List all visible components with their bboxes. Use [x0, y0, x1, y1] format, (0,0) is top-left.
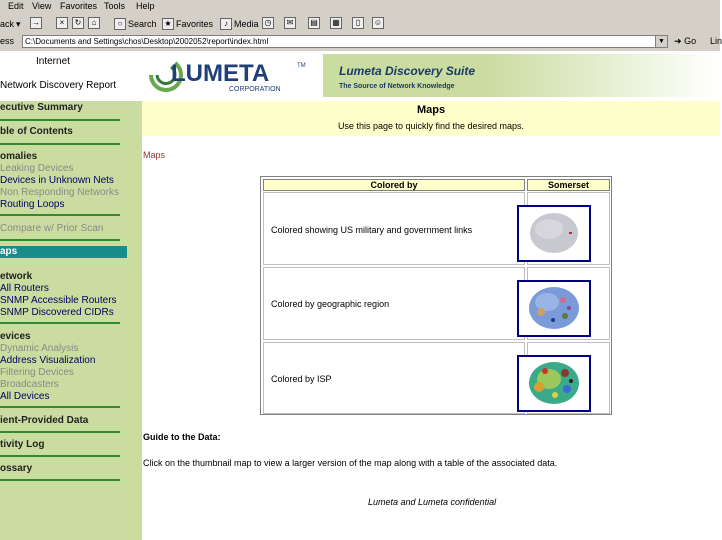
sidebar-item-client-provided-data[interactable]: ient-Provided Data — [0, 415, 89, 426]
address-bar — [0, 34, 720, 52]
back-button[interactable] — [0, 17, 21, 31]
back-label: ack — [0, 19, 15, 29]
confidential-notice: Lumeta and Lumeta confidential — [368, 497, 497, 507]
maps-anchor-link[interactable]: Maps — [143, 150, 166, 160]
guide-title: Guide to the Data: — [143, 432, 221, 442]
address-input[interactable] — [22, 35, 668, 48]
sidebar-item-broadcasters[interactable]: Broadcasters — [0, 379, 59, 390]
sidebar-item-executive-summary[interactable]: ecutive Summary — [0, 102, 83, 113]
sidebar-item-dynamic-analysis[interactable]: Dynamic Analysis — [0, 343, 79, 354]
sidebar-item-all-routers[interactable]: All Routers — [0, 283, 49, 294]
discuss-icon: ▯ — [352, 17, 364, 29]
sidebar-divider — [0, 406, 120, 408]
go-arrow-icon: ➜ — [674, 36, 682, 46]
column-header-somerset: Somerset — [527, 179, 610, 191]
page-subtitle: Use this page to quickly find the desired maps. — [337, 121, 525, 131]
sidebar-item-table-of-contents[interactable]: ble of Contents — [0, 126, 73, 137]
media-icon: ♪ — [220, 18, 232, 30]
messenger-button[interactable] — [372, 17, 384, 29]
row-label-military-links: Colored showing US military and government links — [271, 225, 473, 235]
favorites-icon: ★ — [162, 18, 174, 30]
sidebar-divider — [0, 214, 120, 216]
sidebar-item-snmp-discovered-cidrs[interactable]: SNMP Discovered CIDRs — [0, 307, 114, 318]
suite-panel — [323, 54, 483, 97]
stop-icon: × — [56, 17, 68, 29]
sidebar-divider — [0, 143, 120, 145]
sidebar-item-leaking-devices[interactable]: Leaking Devices — [0, 163, 74, 174]
sidebar-item-filtering-devices[interactable]: Filtering Devices — [0, 367, 74, 378]
go-label: Go — [684, 36, 697, 46]
logo-subtitle: CORPORATION — [229, 86, 281, 93]
menu-view[interactable]: View — [32, 1, 52, 11]
page-title: Maps — [416, 104, 446, 116]
address-label: ess — [0, 36, 15, 46]
map-thumbnail-geographic[interactable] — [517, 280, 591, 337]
discuss-button[interactable] — [352, 17, 364, 29]
menu-edit[interactable]: Edit — [8, 1, 24, 11]
sidebar — [0, 51, 142, 540]
logo-tm: TM — [297, 63, 306, 69]
browser-toolbar — [0, 14, 720, 35]
page-header — [142, 101, 720, 136]
stop-button[interactable] — [56, 17, 68, 29]
edit-icon: ▦ — [330, 17, 342, 29]
menu-bar — [0, 0, 720, 14]
forward-icon: → — [32, 18, 40, 27]
favorites-button[interactable] — [162, 17, 213, 31]
home-button[interactable] — [88, 17, 100, 29]
sidebar-item-non-responding-networks[interactable]: Non Responding Networks — [0, 187, 119, 198]
edit-button[interactable] — [330, 17, 342, 29]
menu-tools[interactable]: Tools — [104, 1, 126, 11]
forward-button[interactable] — [30, 17, 42, 29]
mail-button[interactable] — [284, 17, 296, 29]
sidebar-item-maps-label: aps — [0, 246, 18, 257]
sidebar-item-routing-loops[interactable]: Routing Loops — [0, 199, 65, 210]
media-label: Media — [234, 19, 259, 29]
sidebar-item-snmp-accessible-routers[interactable]: SNMP Accessible Routers — [0, 295, 117, 306]
sidebar-divider — [0, 239, 120, 241]
sidebar-item-maps[interactable] — [0, 246, 127, 258]
address-url: C:\Documents and Settings\chos\Desktop\2002052\report\index.html — [25, 37, 269, 46]
sidebar-header — [0, 51, 142, 101]
sidebar-report-title: Network Discovery Report — [0, 80, 117, 91]
map-image — [519, 207, 589, 260]
mail-icon: ✉ — [284, 17, 296, 29]
sidebar-item-activity-log[interactable]: tivity Log — [0, 439, 45, 450]
sidebar-divider — [0, 455, 120, 457]
sidebar-item-anomalies[interactable]: omalies — [0, 151, 38, 162]
home-icon: ⌂ — [88, 17, 100, 29]
go-button[interactable] — [674, 36, 696, 47]
suite-title: Lumeta Discovery Suite — [339, 64, 476, 78]
map-image — [519, 357, 589, 410]
maps-table — [260, 176, 612, 415]
sidebar-divider — [0, 119, 120, 121]
suite-tagline: The Source of Network Knowledge — [339, 83, 455, 90]
sidebar-item-network[interactable]: etwork — [0, 271, 33, 282]
chevron-down-icon: ▾ — [16, 19, 21, 29]
logo-text: LUMETA — [171, 60, 270, 87]
sidebar-internet-label: Internet — [36, 56, 70, 67]
guide-text: Click on the thumbnail map to view a larger version of the map along with a table of the associated data. — [143, 458, 558, 468]
print-icon: ▤ — [308, 17, 320, 29]
suite-gradient — [483, 54, 720, 97]
column-header-colored-by: Colored by — [263, 179, 525, 191]
sidebar-item-devices-unknown-nets[interactable]: Devices in Unknown Nets — [0, 175, 114, 186]
history-button[interactable] — [262, 17, 274, 29]
sidebar-item-devices[interactable]: evices — [0, 331, 31, 342]
sidebar-item-all-devices[interactable]: All Devices — [0, 391, 50, 402]
map-image — [519, 282, 589, 335]
sidebar-divider — [0, 479, 120, 481]
row-label-geographic: Colored by geographic region — [271, 299, 390, 309]
links-button[interactable]: Lin — [710, 36, 722, 46]
sidebar-divider — [0, 431, 120, 433]
media-button[interactable] — [220, 17, 259, 31]
history-icon: ◷ — [262, 17, 274, 29]
chevron-down-icon[interactable]: ▼ — [655, 36, 667, 47]
menu-help[interactable]: Help — [136, 1, 155, 11]
refresh-button[interactable] — [72, 17, 84, 29]
messenger-icon: ☺ — [373, 18, 383, 27]
sidebar-item-glossary[interactable]: ossary — [0, 463, 33, 474]
print-button[interactable] — [308, 17, 320, 29]
sidebar-item-compare-prior-scan[interactable]: Compare w/ Prior Scan — [0, 223, 104, 234]
search-button[interactable] — [114, 17, 157, 31]
refresh-icon: ↻ — [72, 17, 84, 29]
favorites-label: Favorites — [176, 19, 214, 29]
map-thumbnail-isp[interactable] — [517, 355, 591, 412]
sidebar-item-address-visualization[interactable]: Address Visualization — [0, 355, 96, 366]
banner — [142, 51, 720, 101]
sidebar-divider — [0, 322, 120, 324]
lumeta-logo — [147, 55, 322, 95]
map-thumbnail-military[interactable] — [517, 205, 591, 262]
menu-favorites[interactable]: Favorites — [60, 1, 98, 11]
search-label: Search — [128, 19, 157, 29]
search-icon: ○ — [114, 18, 126, 30]
row-label-isp: Colored by ISP — [271, 374, 332, 384]
